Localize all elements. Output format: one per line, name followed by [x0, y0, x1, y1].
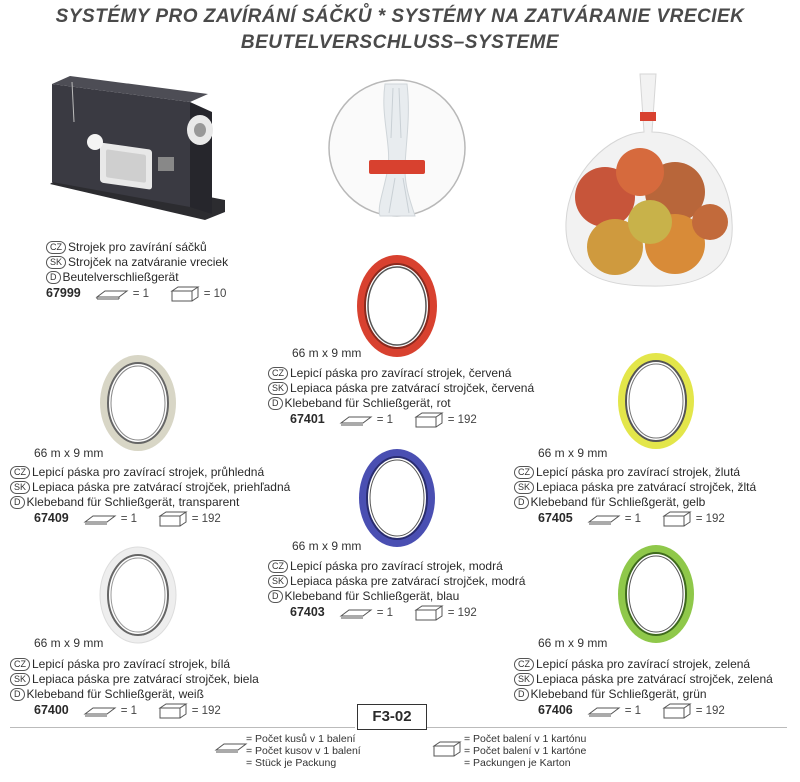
bottom-rule-right — [427, 727, 787, 728]
product-transparent — [10, 465, 290, 527]
product-red — [268, 366, 534, 428]
lang-d-badge: D — [514, 496, 529, 509]
transparent-size: 66 m x 9 mm — [34, 446, 104, 460]
tape-roll-white-image — [96, 544, 181, 646]
yellow-code: 67405 — [538, 511, 573, 526]
piece-pack-icon — [587, 705, 621, 717]
box-pack-icon — [414, 605, 444, 621]
blue-name-d: Klebeband für Schließgerät, blau — [284, 589, 460, 603]
transparent-box-count: = 192 — [191, 513, 221, 526]
box-pack-icon — [170, 286, 200, 302]
sealer-piece-count: = 1 — [132, 288, 149, 301]
lang-sk-badge: SK — [10, 481, 30, 494]
yellow-name-d: Klebeband für Schließgerät, gelb — [530, 495, 706, 509]
sealer-name-d: Beutelverschließgerät — [62, 270, 179, 284]
transparent-code: 67409 — [34, 511, 69, 526]
white-box-count: = 192 — [191, 705, 221, 718]
box-pack-icon — [158, 511, 188, 527]
white-piece-count: = 1 — [120, 705, 137, 718]
apples-bag-image — [560, 72, 738, 292]
legend-box-sk: = Počet balení v 1 kartóne — [464, 745, 587, 757]
product-yellow — [514, 465, 756, 527]
product-white — [10, 657, 259, 719]
green-code: 67406 — [538, 703, 573, 718]
blue-name-sk: Lepiaca páska pre zatvárací strojček, modrá — [290, 574, 526, 588]
red-piece-count: = 1 — [376, 414, 393, 427]
lang-sk-badge: SK — [46, 256, 66, 269]
lang-d-badge: D — [268, 590, 283, 603]
piece-pack-icon — [83, 705, 117, 717]
legend-piece-cz: = Počet kusů v 1 balení — [246, 733, 356, 745]
legend-box — [464, 733, 586, 769]
piece-pack-icon — [339, 414, 373, 426]
legend-piece — [246, 733, 361, 769]
bag-sealer-image — [40, 72, 235, 227]
header-title-line2: BEUTELVERSCHLUSS–SYSTEME — [240, 32, 560, 53]
piece-pack-icon — [339, 607, 373, 619]
page-code: F3-02 — [357, 704, 427, 730]
blue-code: 67403 — [290, 605, 325, 620]
lang-sk-badge: SK — [514, 673, 534, 686]
yellow-name-sk: Lepiaca páska pre zatvárací strojček, žltá — [536, 480, 757, 494]
legend-box-cz: = Počet balení v 1 kartónu — [464, 733, 587, 745]
header-title-line1: SYSTÉMY PRO ZAVÍRÁNÍ SÁČKŮ * SYSTÉMY NA ZATVÁRANIE VRECIEK — [55, 6, 745, 27]
box-pack-icon — [158, 703, 188, 719]
bag-neck-closeup-image — [325, 78, 470, 218]
legend-piece-sk: = Počet kusov v 1 balení — [246, 745, 361, 757]
red-name-d: Klebeband für Schließgerät, rot — [284, 396, 451, 410]
blue-name-cz: Lepicí páska pro zavírací strojek, modrá — [290, 559, 503, 573]
lang-sk-badge: SK — [268, 382, 288, 395]
sealer-code: 67999 — [46, 286, 81, 301]
sealer-name-sk: Strojček na zatváranie vreciek — [68, 255, 229, 269]
tape-roll-blue-image — [355, 446, 440, 550]
product-green — [514, 657, 773, 719]
piece-pack-icon — [95, 288, 129, 300]
transparent-name-cz: Lepicí páska pro zavírací strojek, průhledná — [32, 465, 265, 479]
tape-roll-yellow-image — [614, 350, 699, 452]
lang-cz-badge: CZ — [10, 466, 30, 479]
lang-d-badge: D — [10, 688, 25, 701]
red-size: 66 m x 9 mm — [292, 346, 362, 360]
transparent-piece-count: = 1 — [120, 513, 137, 526]
green-box-count: = 192 — [695, 705, 725, 718]
sealer-info — [46, 240, 228, 302]
box-pack-icon — [414, 412, 444, 428]
blue-piece-count: = 1 — [376, 607, 393, 620]
green-name-d: Klebeband für Schließgerät, grün — [530, 687, 707, 701]
lang-cz-badge: CZ — [514, 658, 534, 671]
lang-cz-badge: CZ — [268, 560, 288, 573]
lang-d-badge: D — [268, 397, 283, 410]
legend-box-d: = Packungen je Karton — [464, 757, 571, 769]
bottom-rule-left — [10, 727, 355, 728]
green-piece-count: = 1 — [624, 705, 641, 718]
lang-d-badge: D — [10, 496, 25, 509]
sealer-name-cz: Strojek pro zavírání sáčků — [68, 240, 207, 254]
lang-sk-badge: SK — [10, 673, 30, 686]
lang-sk-badge: SK — [268, 575, 288, 588]
red-name-cz: Lepicí páska pro zavírací strojek, červená — [290, 366, 512, 380]
yellow-box-count: = 192 — [695, 513, 725, 526]
lang-cz-badge: CZ — [46, 241, 66, 254]
piece-pack-icon — [587, 513, 621, 525]
red-name-sk: Lepiaca páska pre zatvárací strojček, červená — [290, 381, 535, 395]
piece-pack-icon — [83, 513, 117, 525]
white-code: 67400 — [34, 703, 69, 718]
product-blue — [268, 559, 525, 621]
lang-d-badge: D — [514, 688, 529, 701]
white-name-d: Klebeband für Schließgerät, weiß — [26, 687, 204, 701]
tape-roll-transparent-image — [96, 352, 181, 454]
legend-piece-icon — [214, 740, 248, 754]
white-name-sk: Lepiaca páska pre zatvárací strojček, biela — [32, 672, 259, 686]
white-name-cz: Lepicí páska pro zavírací strojek, bílá — [32, 657, 231, 671]
lang-cz-badge: CZ — [268, 367, 288, 380]
yellow-name-cz: Lepicí páska pro zavírací strojek, žlutá — [536, 465, 741, 479]
blue-size: 66 m x 9 mm — [292, 539, 362, 553]
white-size: 66 m x 9 mm — [34, 636, 104, 650]
blue-box-count: = 192 — [447, 607, 477, 620]
transparent-name-sk: Lepiaca páska pre zatvárací strojček, priehľadná — [32, 480, 291, 494]
transparent-name-d: Klebeband für Schließgerät, transparent — [26, 495, 240, 509]
box-pack-icon — [662, 703, 692, 719]
tape-roll-red-image — [352, 252, 442, 360]
lang-d-badge: D — [46, 271, 61, 284]
lang-cz-badge: CZ — [10, 658, 30, 671]
lang-sk-badge: SK — [514, 481, 534, 494]
green-name-cz: Lepicí páska pro zavírací strojek, zelená — [536, 657, 751, 671]
red-code: 67401 — [290, 412, 325, 427]
yellow-size: 66 m x 9 mm — [538, 446, 608, 460]
green-name-sk: Lepiaca páska pre zatvárací strojček, zelená — [536, 672, 773, 686]
green-size: 66 m x 9 mm — [538, 636, 608, 650]
sealer-box-count: = 10 — [203, 288, 227, 301]
legend-piece-d: = Stück je Packung — [246, 757, 337, 769]
box-pack-icon — [662, 511, 692, 527]
legend-box-icon — [432, 740, 464, 758]
tape-roll-green-image — [614, 542, 699, 646]
yellow-piece-count: = 1 — [624, 513, 641, 526]
lang-cz-badge: CZ — [514, 466, 534, 479]
red-box-count: = 192 — [447, 414, 477, 427]
